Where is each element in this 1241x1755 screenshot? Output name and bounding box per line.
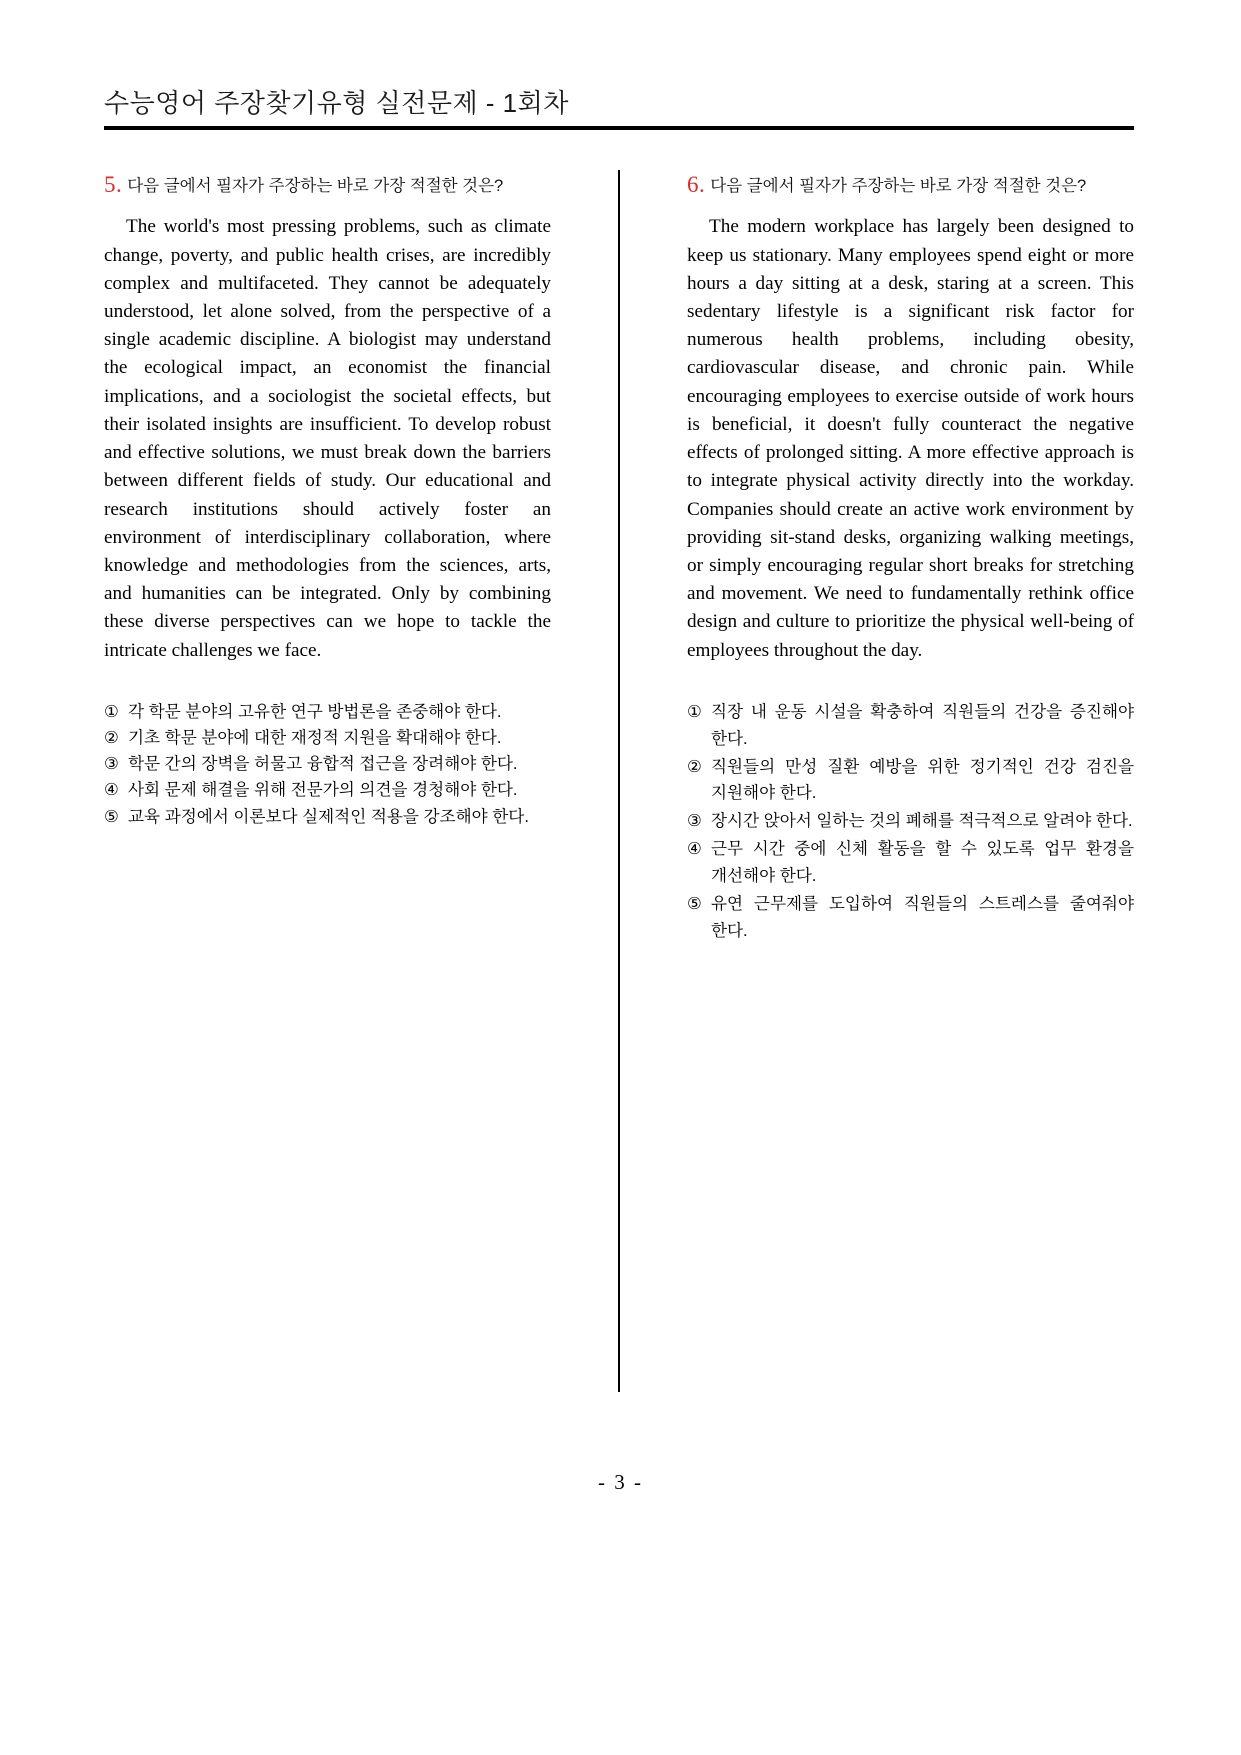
choice-marker: ④ [687,839,702,859]
choice-label: 각 학문 분야의 고유한 연구 방법론을 존중해야 한다. [128,701,502,721]
question-6-choices [687,699,1134,945]
choice-marker: ① [104,701,119,721]
column-left [104,168,551,1398]
choice-label: 교육 과정에서 이론보다 실제적인 적용을 강조해야 한다. [128,806,529,826]
question-5-choices [104,699,551,830]
column-divider-line [618,170,620,1392]
question-5-choice-4[interactable] [104,777,551,803]
question-5-choice-1[interactable] [104,699,551,725]
page-header [104,88,1134,130]
choice-marker: ⑤ [687,893,702,913]
choice-marker: ② [687,756,702,776]
question-6-choice-3[interactable] [687,808,1134,835]
question-6-choice-4[interactable] [687,836,1134,890]
question-6-prompt-text: 다음 글에서 필자가 주장하는 바로 가장 적절한 것은? [710,177,1087,195]
page-number: - 3 - [598,1470,643,1494]
question-5-prompt-text: 다음 글에서 필자가 주장하는 바로 가장 적절한 것은? [127,177,504,195]
question-6-choice-2[interactable] [687,754,1134,808]
choice-marker: ① [687,701,702,721]
choice-marker: ② [104,728,119,748]
question-5-prompt-line [104,168,551,201]
question-6-choice-1[interactable] [687,699,1134,753]
question-6-choice-5[interactable] [687,891,1134,945]
choice-marker: ⑤ [104,806,119,826]
question-6-passage: The modern workplace has largely been designed to keep us stationary. Many employees spend eight or more hours a day sitting at a desk, staring at a screen. This sedentary lifestyle is a significant risk factor for numerous health problems, including obesity, cardiovascular disease, and chronic pain. While encouraging employees to exercise outside of work hours is beneficial, it doesn't fully counteract the negative effects of prolonged sitting. A more effective approach is to integrate physical activity directly into the workday. Companies should create an active work environment by providing sit-stand desks, organizing walking meetings, or simply encouraging regular short breaks for stretching and movement. We need to fundamentally rethink office design and culture to prioritize the physical well-being of employees throughout the day. [687,216,1134,661]
page-title: 수능영어 주장찾기유형 실전문제 - 1회차 [104,88,569,118]
question-5-choice-2[interactable] [104,725,551,751]
column-right [687,168,1134,1398]
question-5-choice-3[interactable] [104,751,551,777]
choice-marker: ④ [104,780,119,800]
column-gutter [551,168,687,1398]
question-5-passage: The world's most pressing problems, such as climate change, poverty, and public health crises, are incredibly complex and multifaceted. They cannot be adequately understood, let alone solved, from the perspective of a single academic discipline. A biologist may understand the ecological impact, an economist the financial implications, and a sociologist the societal effects, but their isolated insights are insufficient. To develop robust and effective solutions, we must break down the barriers between different fields of study. Our educational and research institutions should actively foster an environment of interdisciplinary collaboration, where knowledge and methodologies from the sciences, arts, and humanities can be integrated. Only by combining these diverse perspectives can we hope to tackle the intricate challenges we face. [104,216,551,661]
two-column-body [104,168,1134,1398]
question-5-choice-5[interactable] [104,804,551,830]
choice-label: 기초 학문 분야에 대한 재정적 지원을 확대해야 한다. [128,728,502,748]
choice-label: 직원들의 만성 질환 예방을 위한 정기적인 건강 검진을 지원해야 한다. [711,756,1134,803]
question-6-prompt-line [687,168,1134,201]
choice-label: 사회 문제 해결을 위해 전문가의 의견을 경청해야 한다. [128,780,518,800]
question-6-number: 6. [687,172,706,197]
choice-label: 학문 간의 장벽을 허물고 융합적 접근을 장려해야 한다. [128,754,518,774]
page-footer [0,1470,1241,1495]
header-divider-rule [104,126,1134,130]
choice-marker: ③ [104,754,119,774]
question-5-number: 5. [104,172,123,197]
choice-label: 직장 내 운동 시설을 확충하여 직원들의 건강을 증진해야 한다. [711,701,1134,748]
choice-marker: ③ [687,811,702,831]
choice-label: 유연 근무제를 도입하여 직원들의 스트레스를 줄여줘야 한다. [711,893,1134,940]
choice-label: 근무 시간 중에 신체 활동을 할 수 있도록 업무 환경을 개선해야 한다. [711,839,1134,886]
choice-label: 장시간 앉아서 일하는 것의 폐해를 적극적으로 알려야 한다. [711,811,1133,831]
